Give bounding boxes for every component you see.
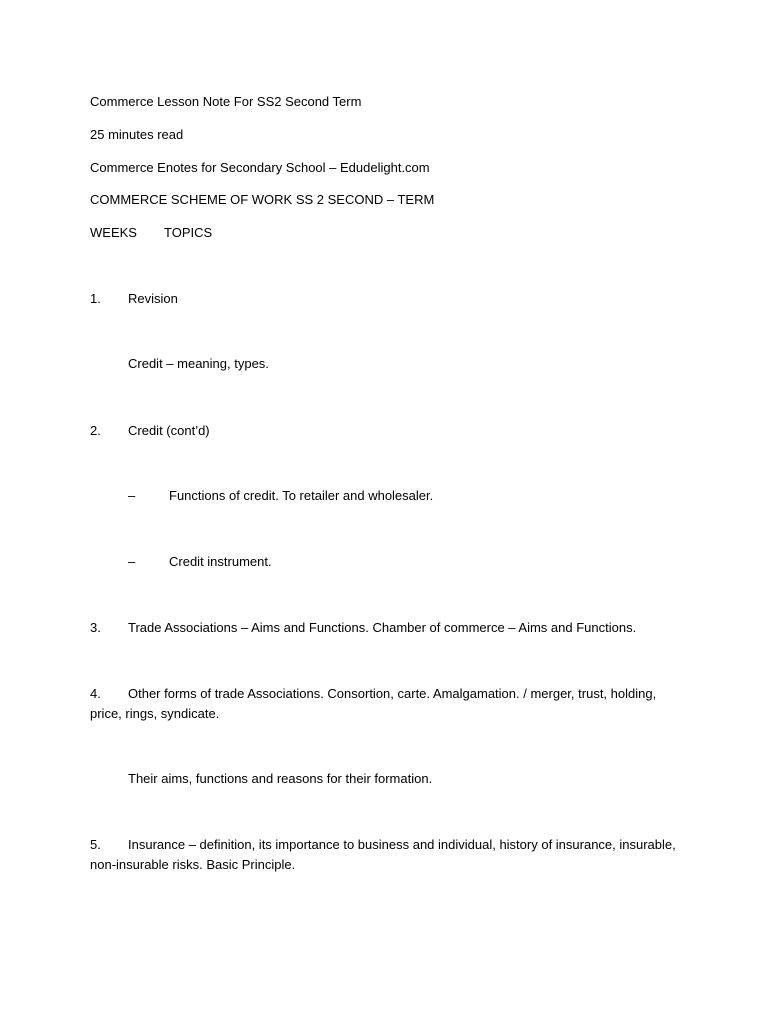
- item-number: 1.: [90, 291, 101, 306]
- list-item: [90, 835, 680, 875]
- scheme-heading: COMMERCE SCHEME OF WORK SS 2 SECOND – TERM: [90, 192, 435, 207]
- list-item: [128, 552, 272, 572]
- item-text: Their aims, functions and reasons for their formation.: [128, 771, 433, 786]
- item-number: 5.: [90, 837, 101, 852]
- item-number: 2.: [90, 423, 101, 438]
- topics-header: TOPICS: [164, 225, 213, 240]
- item-text: Credit (cont’d): [128, 423, 210, 438]
- list-item: [90, 618, 636, 638]
- item-bullet: –: [128, 554, 136, 569]
- column-headers: [90, 223, 212, 243]
- weeks-header: WEEKS: [90, 225, 137, 240]
- item-bullet: –: [128, 488, 136, 503]
- source-line: Commerce Enotes for Secondary School – Edudelight.com: [90, 160, 430, 175]
- list-item: [128, 486, 433, 506]
- list-item: [90, 421, 210, 441]
- item-text: Trade Associations – Aims and Functions. Chamber of commerce – Aims and Functions.: [128, 620, 637, 635]
- item-text: Insurance – definition, its importance to business and individual, history of insurance, insurable, non-insurable risks. Basic Principle.: [90, 837, 676, 872]
- list-item: [128, 354, 269, 374]
- item-text: Other forms of trade Associations. Consortion, carte. Amalgamation. / merger, trust, holding, price, rings, syndicate.: [90, 686, 657, 721]
- list-item: [128, 769, 432, 789]
- item-text: Credit instrument.: [169, 554, 272, 569]
- item-number: 3.: [90, 620, 101, 635]
- list-item: [90, 289, 178, 309]
- item-number: 4.: [90, 686, 101, 701]
- list-item: [90, 684, 680, 724]
- document-title: Commerce Lesson Note For SS2 Second Term: [90, 94, 362, 109]
- item-text: Credit – meaning, types.: [128, 356, 269, 371]
- read-time: 25 minutes read: [90, 127, 184, 142]
- item-text: Revision: [128, 291, 178, 306]
- item-text: Functions of credit. To retailer and wholesaler.: [169, 488, 434, 503]
